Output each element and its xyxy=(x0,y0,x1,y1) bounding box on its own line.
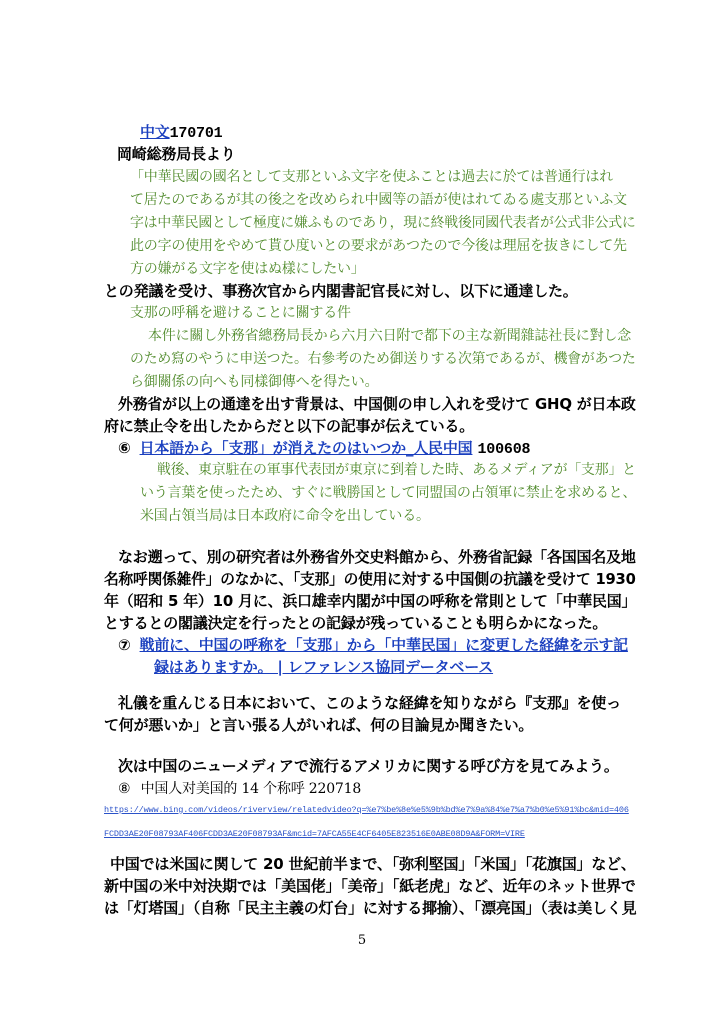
quote-6-line-1: 戦後、東京駐在の軍事代表団が東京に到着した時、あるメディアが「支那」と xyxy=(157,462,636,478)
reference-8-title: 中国人对美国的 14 个称呼 220718 xyxy=(140,781,362,797)
paragraph-6-line-3: は「灯塔国」（自称「民主主義の灯台」に対する揶揄）、「漂亮国」（表は美しく見 xyxy=(104,899,637,917)
notice-line-2: のため寫のやうに申送つた。右參考のため御送りする次第であるが、機會があつた xyxy=(130,351,636,367)
quote-6-line-3: 米国占領当局は日本政府に命令を出している。 xyxy=(140,508,430,524)
reference-7 xyxy=(118,634,628,656)
reference-7-link-line-1[interactable]: 戦前に、中国の呼称を「支那」から「中華民国」に変更した経緯を示す記 xyxy=(139,636,628,654)
paragraph-6-line-2: 新中国の米中対決期では「美国佬」「美帝」「紙老虎」など、近年のネット世界で xyxy=(104,877,636,895)
source-date: 170701 xyxy=(169,125,223,142)
quote-line-4: 此の字の使用をやめて貰ひ度いとの要求があつたので今後は理屈を抜きにして先 xyxy=(130,238,627,254)
reference-8-number: ⑧ xyxy=(118,781,131,797)
paragraph-3-line-2: 名称呼関係雑件」のなかに、「支那」の使用に対する中国側の抗議を受けて 1930 xyxy=(104,570,636,588)
chinese-article-link[interactable]: 中文 xyxy=(140,123,170,141)
notice-line-1: 本件に關し外務省總務局長から六月六日附で都下の主な新聞雜誌社長に對し念 xyxy=(148,328,631,344)
paragraph-1: との発議を受け、事務次官から内閣書記官長に対し、以下に通達した。 xyxy=(104,282,578,300)
paragraph-4-line-1: 礼儀を重んじる日本において、このような経緯を知りながら『支那』を使っ xyxy=(118,694,621,712)
quote-line-3: 字は中華民國として極度に嫌ふものであり，現に終戦後同國代表者が公式非公式に xyxy=(130,215,636,231)
paragraph-2-line-2: 府に禁止令を出したからだと以下の記事が伝えている。 xyxy=(104,417,475,435)
video-url-line-2[interactable]: FCDD3AE20F08793AF406FCDD3AE20F08793AF&mcid=7AFCA55E4CF6405E823516E0ABE08D9A&FORM=VIRE xyxy=(104,829,525,839)
quote-line-2: て居たのであるが其の後之を改められ中國等の語が使はれてゐる處支那といふ文 xyxy=(130,192,627,208)
reference-7-link-line-2[interactable]: 録はありますか。 | レファレンス協同データベース xyxy=(154,658,494,676)
video-url-line-1[interactable]: https://www.bing.com/videos/riverview/relatedvideo?q=%e7%be%8e%e5%9b%bd%e7%9a%84%e7%a7%b0%e5%91%bc&mid=406 xyxy=(104,805,629,815)
reference-6-link[interactable]: 日本語から「支那」が消えたのはいつか_人民中国 xyxy=(139,439,473,457)
quote-line-5: 方の嫌がる文字を使はぬ樣にしたい」 xyxy=(130,261,365,277)
reference-6-number: ⑥ xyxy=(118,439,131,457)
reference-7-number: ⑦ xyxy=(118,636,131,654)
quote-6-line-2: いう言葉を使ったため、すぐに戦勝国として同盟国の占領軍に禁止を求めると、 xyxy=(140,485,637,501)
paragraph-5: 次は中国のニューメディアで流行るアメリカに関する呼び方を見てみよう。 xyxy=(118,757,619,775)
paragraph-6-line-1: 中国では米国に関して 20 世紀前半まで、「弥利堅国」「米国」「花旗国」など、 xyxy=(110,855,636,873)
notice-title: 支那の呼稱を避けることに關する件 xyxy=(130,305,351,321)
source-line-1 xyxy=(140,121,222,145)
reference-8 xyxy=(118,778,361,800)
paragraph-3-line-4: とするとの閣議決定を行ったとの記録が残っていることも明らかになった。 xyxy=(104,614,608,632)
page-number: 5 xyxy=(357,933,367,948)
paragraph-2-line-1: 外務省が以上の通達を出す背景は、中国側の申し入れを受けて GHQ が日本政 xyxy=(118,395,636,413)
reference-7-link-line-2-wrap xyxy=(154,656,493,678)
paragraph-3-line-1: なお遡って、別の研究者は外務省外交史料館から、外務省記録「各国国名及地 xyxy=(118,548,636,566)
quote-line-1: 「中華民國の國名として支那といふ文字を使ふことは過去に於ては普通行はれ xyxy=(130,169,613,185)
reference-6-date: 100608 xyxy=(477,441,531,458)
paragraph-4-line-2: て何が悪いか」と言い張る人がいれば、何の目論見か聞きたい。 xyxy=(104,716,534,734)
reference-6 xyxy=(118,437,530,461)
notice-line-3: ら御關係の向へも同樣御傳へを得たい。 xyxy=(130,374,379,390)
speaker-line: 岡崎総務局長より xyxy=(117,145,236,163)
paragraph-3-line-3: 年（昭和 5 年）10 月に、浜口雄幸内閣が中国の呼称を常則として「中華民国」 xyxy=(104,592,637,610)
